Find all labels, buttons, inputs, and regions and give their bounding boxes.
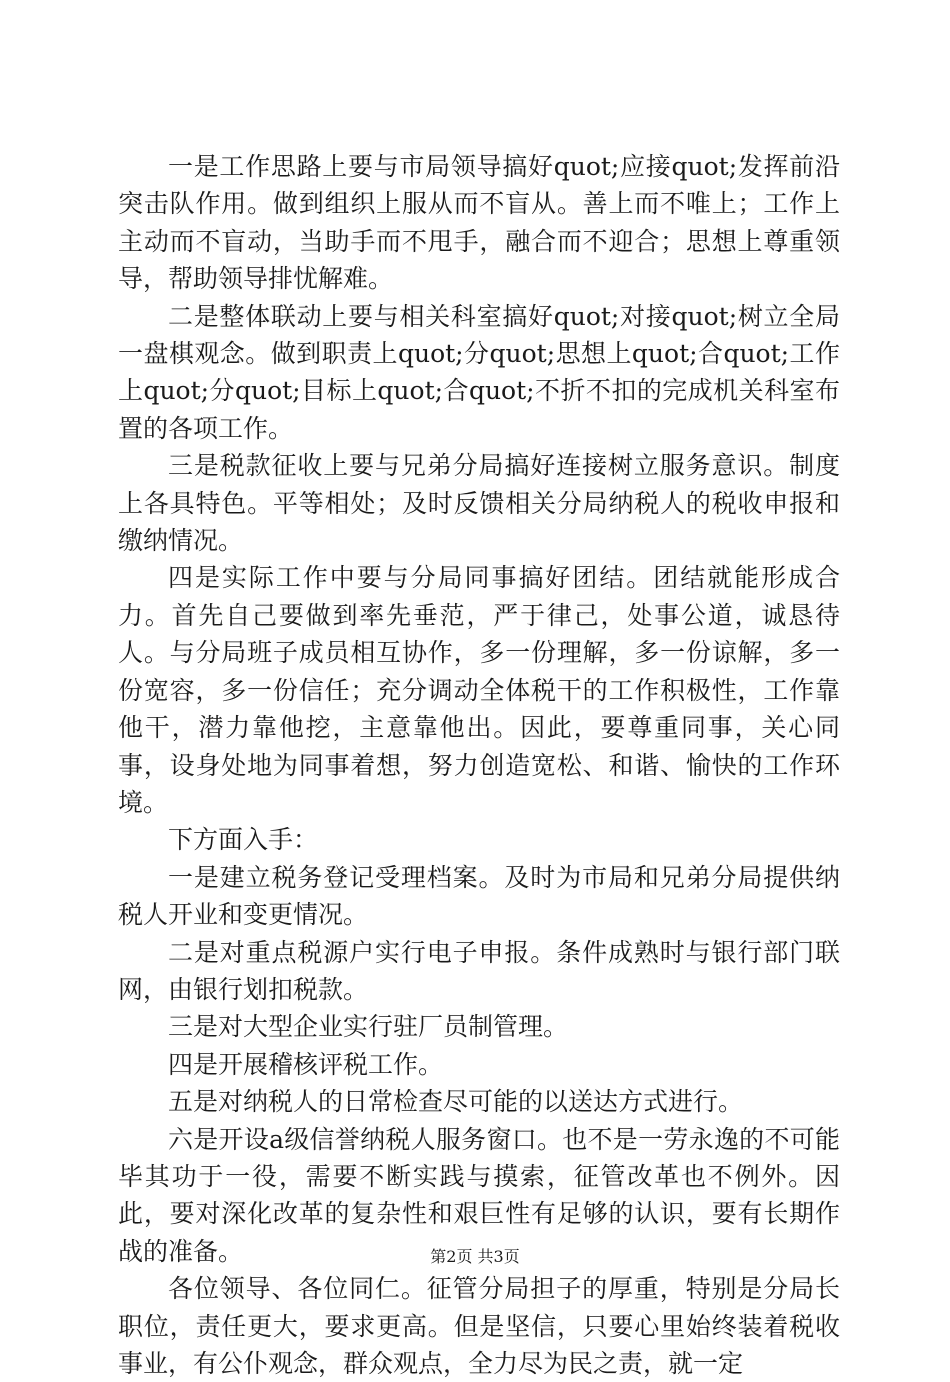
paragraph-10: 五是对纳税人的日常检查尽可能的以送达方式进行。	[168, 1087, 744, 1117]
document-body	[118, 148, 840, 1382]
page-footer	[0, 1244, 950, 1267]
paragraph-7: 二是对重点税源户实行电子申报。条件成熟时与银行部门联网，由银行划扣税款。	[118, 937, 840, 1004]
paragraph-4: 四是实际工作中要与分局同事搞好团结。团结就能形成合力。首先自己要做到率先垂范，严于律己，处事公道，诚恳待人。与分局班子成员相互协作，多一份理解，多一份谅解，多一份宽容，多一份信任；充分调动全体税干的工作积极性，工作靠他干，潜力靠他挖，主意靠他出。因此，要尊重同事，关心同事，设身处地为同事着想，努力创造宽松、和谐、愉快的工作环境。	[118, 563, 840, 817]
paragraph-12: 各位领导、各位同仁。征管分局担子的厚重，特别是分局长职位，责任更大，要求更高。但是坚信，只要心里始终装着税收事业，有公仆观念，群众观点，全力尽为民之责，就一定	[118, 1274, 840, 1378]
paragraph-9: 四是开展稽核评税工作。	[168, 1049, 444, 1079]
paragraph-1: 一是工作思路上要与市局领导搞好quot;应接quot;发挥前沿突击队作用。做到组织上服从而不盲从。善上而不唯上；工作上主动而不盲动，当助手而不甩手，融合而不迎合；思想上尊重领导，帮助领导排忧解难。	[118, 152, 840, 294]
page-number-label: 第2页 共3页	[430, 1247, 520, 1266]
paragraph-3: 三是税款征收上要与兄弟分局搞好连接树立服务意识。制度上各具特色。平等相处；及时反馈相关分局纳税人的税收申报和缴纳情况。	[118, 451, 840, 556]
paragraph-8: 三是对大型企业实行驻厂员制管理。	[168, 1012, 569, 1042]
paragraph-11: 六是开设a级信誉纳税人服务窗口。也不是一劳永逸的不可能毕其功于一役，需要不断实践与摸索，征管改革也不例外。因此，要对深化改革的复杂性和艰巨性有足够的认识，要有长期作战的准备。	[118, 1124, 840, 1266]
paragraph-5: 下方面入手：	[168, 825, 319, 855]
paragraph-6: 一是建立税务登记受理档案。及时为市局和兄弟分局提供纳税人开业和变更情况。	[118, 862, 840, 930]
paragraph-2: 二是整体联动上要与相关科室搞好quot;对接quot;树立全局一盘棋观念。做到职责上quot;分quot;思想上quot;合quot;工作上quot;分quot;目标上quot;合quot;不折不扣的完成机关科室布置的各项工作。	[118, 301, 840, 443]
